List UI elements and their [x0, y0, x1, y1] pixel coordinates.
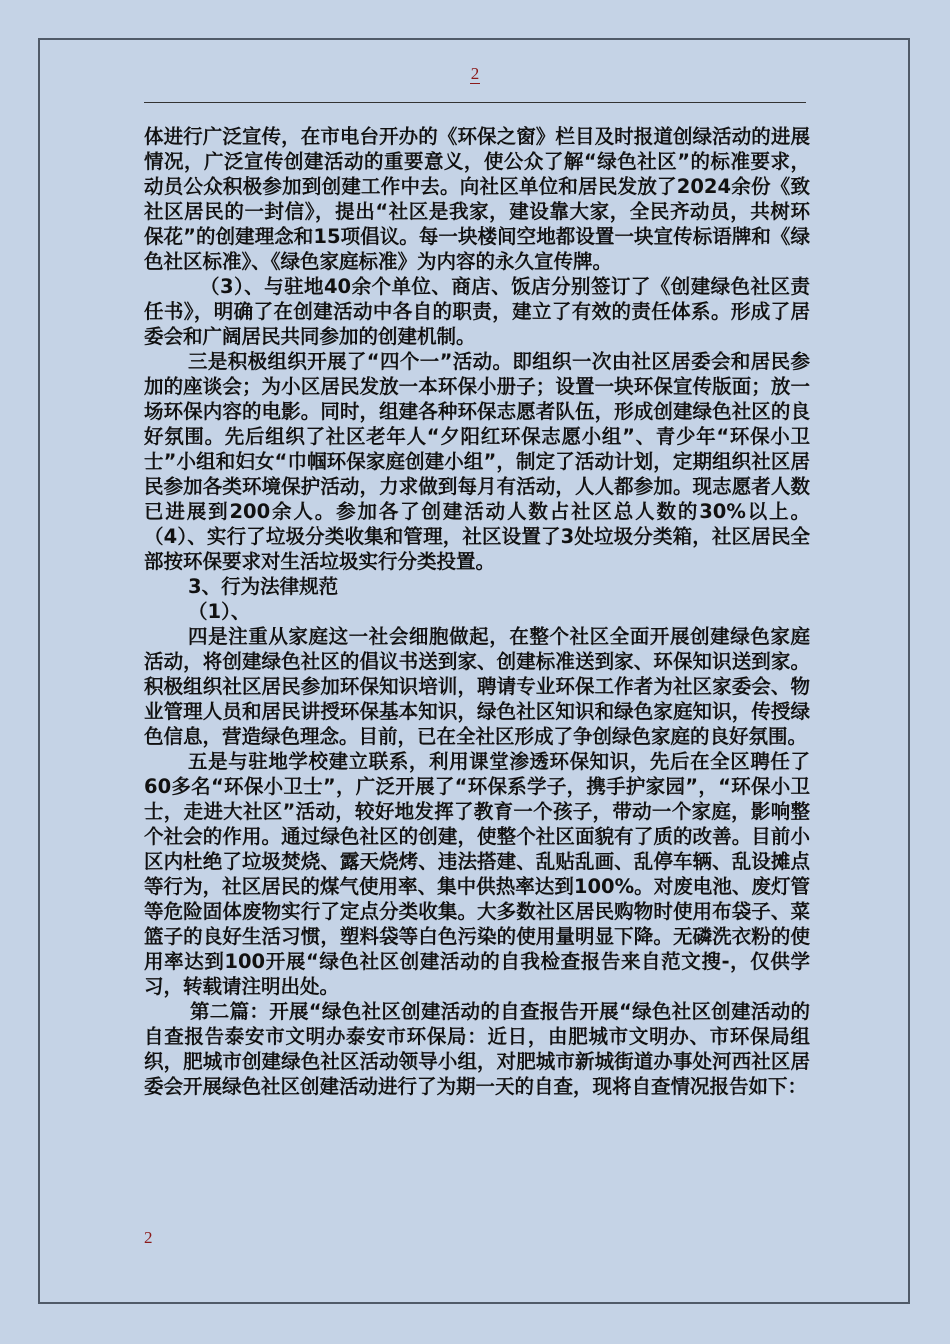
paragraph: 第二篇：开展“绿色社区创建活动的自查报告开展“绿色社区创建活动的自查报告泰安市文明办泰安市环保局：近日，由肥城市文明办、市环保局组织，肥城市创建绿色社区活动领导小组，对肥城市新城街道办事处河西社区居委会开展绿色社区创建活动进行了为期一天的自查，现将自查情况报告如下：	[144, 1000, 810, 1098]
section-heading: 3、行为法律规范	[188, 575, 339, 598]
page-number-footer: 2	[144, 1228, 153, 1247]
paragraph: 四是注重从家庭这一社会细胞做起，在整个社区全面开展创建绿色家庭活动，将创建绿色社区的倡议书送到家、创建标准送到家、环保知识送到家。积极组织社区居民参加环保知识培训，聘请专业环保工作者为社区家委会、物业管理人员和居民讲授环保基本知识，绿色社区知识和绿色家庭知识，传授绿色信息，营造绿色理念。目前，已在全社区形成了争创绿色家庭的良好氛围。	[144, 625, 810, 748]
paragraph: （3）、与驻地40余个单位、商店、饭店分别签订了《创建绿色社区责任书》，明确了在创建活动中各自的职责，建立了有效的责任体系。形成了居委会和广阔居民共同参加的创建机制。	[144, 275, 810, 348]
document-body	[144, 124, 810, 1099]
header-divider	[144, 102, 806, 103]
paragraph: （1）、	[188, 600, 251, 623]
paragraph: 体进行广泛宣传，在市电台开办的《环保之窗》栏目及时报道创绿活动的进展情况，广泛宣传创建活动的重要意义，使公众了解“绿色社区”的标准要求，动员公众积极参加到创建工作中去。向社区单位和居民发放了2024余份《致社区居民的一封信》，提出“社区是我家，建设靠大家，全民齐动员，共树环保花”的创建理念和15项倡议。每一块楼间空地都设置一块宣传标语牌和《绿色社区标准》、《绿色家庭标准》为内容的永久宣传牌。	[144, 125, 810, 273]
paragraph: 三是积极组织开展了“四个一”活动。即组织一次由社区居委会和居民参加的座谈会；为小区居民发放一本环保小册子；设置一块环保宣传版面；放一场环保内容的电影。同时，组建各种环保志愿者队伍，形成创建绿色社区的良好氛围。先后组织了社区老年人“夕阳红环保志愿小组”、青少年“环保小卫士”小组和妇女“巾帼环保家庭创建小组”，制定了活动计划，定期组织社区居民参加各类环境保护活动，力求做到每月有活动，人人都参加。现志愿者人数已进展到200余人。参加各了创建活动人数占社区总人数的30%以上。 （4）、实行了垃圾分类收集和管理，社区设置了3处垃圾分类箱，社区居民全部按环保要求对生活垃圾实行分类投置。	[144, 350, 810, 573]
paragraph: 五是与驻地学校建立联系，利用课堂渗透环保知识，先后在全区聘任了60多名“环保小卫士”，广泛开展了“环保系学子，携手护家园”，“环保小卫士，走进大社区”活动，较好地发挥了教育一个孩子，带动一个家庭，影响整个社会的作用。通过绿色社区的创建，使整个社区面貌有了质的改善。目前小区内杜绝了垃圾焚烧、露天烧烤、违法搭建、乱贴乱画、乱停车辆、乱设摊点等行为，社区居民的煤气使用率、集中供热率达到100%。对废电池、废灯管等危险固体废物实行了定点分类收集。大多数社区居民购物时使用布袋子、菜篮子的良好生活习惯，塑料袋等白色污染的使用量明显下降。无磷洗衣粉的使用率达到100开展“绿色社区创建活动的自我检查报告来自范文搜-，仅供学习，转载请注明出处。	[144, 750, 810, 998]
page-number-header: 2	[470, 64, 480, 83]
